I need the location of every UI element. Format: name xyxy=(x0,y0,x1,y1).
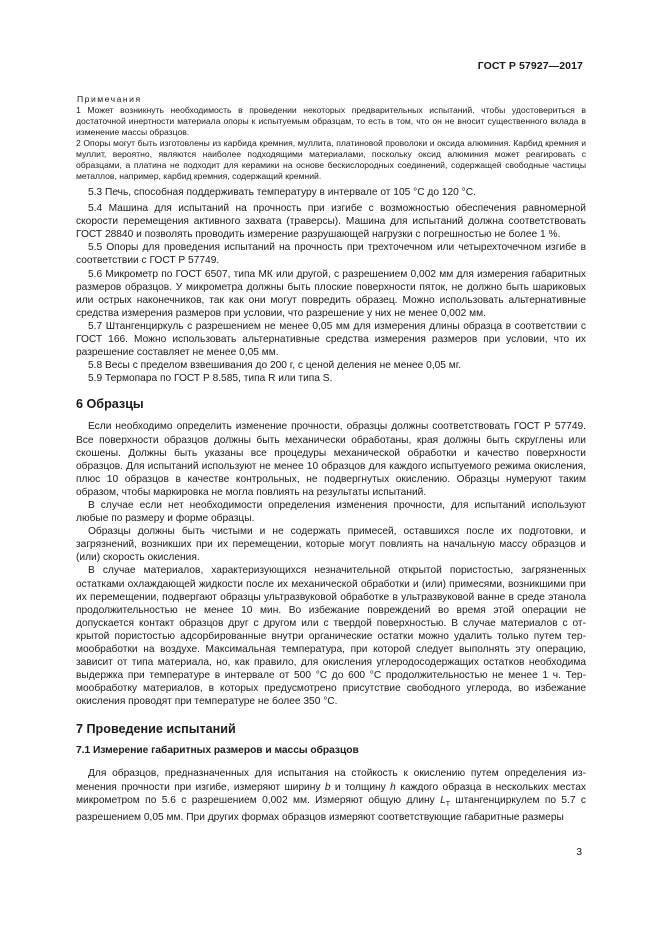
section-6-paragraph-3 xyxy=(76,525,586,564)
item-5-8-text: 5.8 Весы с пределом взвешивания до 200 г, с ценой деления не менее 0,05 мг. xyxy=(88,360,462,372)
section-7-paragraph-1 xyxy=(76,767,586,823)
item-5-5 xyxy=(76,241,586,267)
section-6-paragraph-1-text: Если необходимо определить изменение прочности, образцы должны соответствовать ГОСТ Р 57749. Все поверхности образцов должны быть механически обработаны, края должны быть скруглены или скошены. Должны быть указаны все процедуры механической обработки и качество поверхности образцов. Для испытаний используют не менее 10 образцов для каждого испытуемого режима окисления, плюс 10 образцов в качестве контрольных, не подвергнутых окислению. Образцы нумеруют таким образом, чтобы маркировка не могла повлиять на результаты испытаний. xyxy=(76,421,586,498)
length-variable-subscript: T xyxy=(445,800,451,808)
section-6-heading: 6 Образцы xyxy=(76,397,144,412)
subsection-7-1-heading: 7.1 Измерение габаритных размеров и массы образцов xyxy=(76,745,359,757)
length-variable: L xyxy=(440,794,446,806)
item-5-9-text: 5.9 Термопара по ГОСТ Р 8.585, типа R или типа S. xyxy=(88,373,333,385)
section-7-heading: 7 Проведение испытаний xyxy=(76,722,236,737)
thickness-variable: h xyxy=(390,781,396,793)
item-5-8 xyxy=(76,359,586,372)
note-2-text: 2 Опоры могут быть изготовлены из карбида кремния, муллита, платиновой проволоки и оксида алюминия. Карбид кремния и муллит, вероятно, являются наиболее подходящими материалами, поскольку оксид алюминия может реагировать с образцами, а платина не подходит для керамики на основе бескислородных соединений, содержащей свободные частицы металлов, например, карбид кремния, содержащий кремний. xyxy=(76,138,586,181)
item-5-4 xyxy=(76,202,586,241)
section-7-paragraph-1-part-a: Для образцов, предназначенных для испытания на стойкость к окислению путем определения изменения прочности при изгибе, измеряют ширину xyxy=(76,768,586,793)
section-6-paragraph-2 xyxy=(76,499,586,525)
document-code-header: ГОСТ Р 57927—2017 xyxy=(477,60,583,72)
section-6-paragraph-2-text: В случае если нет необходимости определения изменения прочности, для испытаний используют любые по размеру и форме образцы. xyxy=(76,499,586,525)
section-7-paragraph-1-part-e: штангенциркулем по 5.7 с разрешением 0,05 мм. При других формах образцов измеряют соответствующие габаритные размеры xyxy=(76,794,586,823)
note-1-text: 1 Может возникнуть необходимость в проведении некоторых предварительных испытаний, чтобы удостовериться в достаточной инертности материала опоры к испытуемым образцам, то есть в том, что он не вносит существенного вклада в изменение массы образцов. xyxy=(76,105,586,137)
note-2 xyxy=(76,138,586,182)
section-7-paragraph-1-part-d: каждого образца в нескольких местах микрометром по 5.6 с разрешением 0,002 мм. Измеряют общую длину xyxy=(76,781,586,806)
notes-title: Примечания xyxy=(77,94,142,104)
section-6-paragraph-3-text: Образцы должны быть чистыми и не содержать примесей, оставшихся после их подготовки, и загрязнений, возникших при их перемещении, которые могут повлиять на начальную массу образцов и (или) скорость окисления. xyxy=(76,526,586,564)
item-5-6-text: 5.6 Микрометр по ГОСТ 6507, типа МК или другой, с разрешением 0,002 мм для измерения габаритных размеров образцов. У микрометра должны быть плоские поверхности пяток, не должно быть шариковых или острых наконечников, так как они могут повредить образец. Можно использовать альтернативные средства измерения размеров при условии, что разрешение у них не менее 0,002 мм. xyxy=(76,268,586,319)
page-content xyxy=(76,94,586,824)
item-5-5-text: 5.5 Опоры для проведения испытаний на прочность при трехточечном или четырехточечном изгибе в соответствии с ГОСТ Р 57749. xyxy=(76,242,586,267)
note-1 xyxy=(76,105,586,138)
item-5-3 xyxy=(76,186,586,199)
page-number: 3 xyxy=(576,847,582,858)
section-6-paragraph-1 xyxy=(76,420,586,499)
section-6-paragraph-4-text: В случае материалов, характеризующихся незначительной открытой пористостью, загрязненных остатками охлаждающей жидкости после их механической обработки и (или) примесями, возникшими при их перемещении, подвергают образцы ультразвуковой обработке в ультразвуковой ванне в среде этанола продолжительностью не менее 10 мин. Во избежание повреждений во время этой операции не допускается контакт образцов друг с другом или с твердой поверхностью. В случае материалов с открытой пористостью адсорбированные внутри органические остатки можно удалить только путем термообработки на воздухе. Максимальная температура, при которой следует выполнять эту операцию, зависит от типа материала, но, как правило, для окисления углеродосодержащих остатков необходима выдержка при температуре в интервале от 500 °С до 600 °С продолжительностью не менее 1 ч. Термообработку материалов, в которых предусмотрено присутствие свободного углерода, во избежание окисления проводят при температуре не более 350 °С. xyxy=(76,565,586,708)
item-5-7 xyxy=(76,320,586,359)
width-variable: b xyxy=(324,781,331,793)
section-7-paragraph-1-part-c: и толщину xyxy=(330,781,391,793)
item-5-9 xyxy=(76,372,586,385)
item-5-6 xyxy=(76,268,586,320)
item-5-3-text: 5.3 Печь, способная поддерживать температуру в интервале от 105 °С до 120 °С. xyxy=(88,187,476,198)
item-5-4-text: 5.4 Машина для испытаний на прочность при изгибе с возможностью обеспечения равномерной скорости перемещения активного захвата (траверсы). Машина для испытаний должна соответствовать ГОСТ 28840 и позволять проводить измерение разрушающей нагрузки с погрешностью не более 1 %. xyxy=(76,203,586,241)
item-5-7-text: 5.7 Штангенциркуль с разрешением не менее 0,05 мм для измерения длины образца в соответствии с ГОСТ 166. Можно использовать альтернативные средства измерения размеров при условии, что их разрешение составляет не менее 0,05 мм. xyxy=(76,320,586,359)
section-6-paragraph-4 xyxy=(76,564,586,708)
